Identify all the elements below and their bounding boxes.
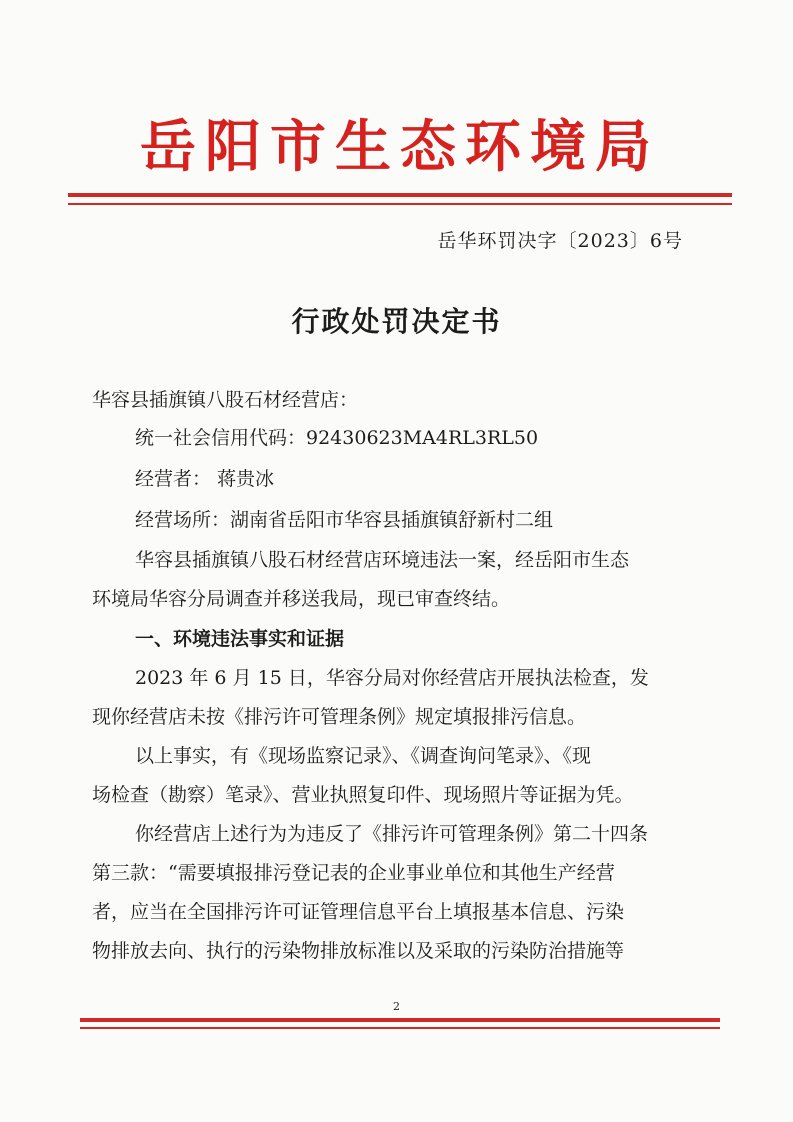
intro-line-1: 华容县插旗镇八股石材经营店环境违法一案，经岳阳市生态 xyxy=(135,549,630,571)
header-rule-thick xyxy=(68,193,732,197)
intro-line-2: 环境局华容分局调查并移送我局，现已审查终结。 xyxy=(92,588,511,610)
fact-line-2: 现你经营店未按《排污许可管理条例》规定填报排污信息。 xyxy=(92,706,587,728)
violation-line-3: 者，应当在全国排污许可证管理信息平台上填报基本信息、污染 xyxy=(92,901,625,923)
addressee: 华容县插旗镇八股石材经营店： xyxy=(92,389,359,411)
violation-line-1: 你经营店上述行为为违反了《排污许可管理条例》第二十四条 xyxy=(135,823,649,845)
evidence-line-1: 以上事实，有《现场监察记录》、《调查询问笔录》、《现 xyxy=(135,745,592,767)
evidence-line-2: 场检查（勘察）笔录》、营业执照复印件、现场照片等证据为凭。 xyxy=(92,784,634,806)
document-title: 行政处罚决定书 xyxy=(291,305,502,338)
location-line: 经营场所：湖南省岳阳市华容县插旗镇舒新村二组 xyxy=(135,509,554,531)
agency-masthead: 岳阳市生态环境局 xyxy=(140,115,660,180)
document-number: 岳华环罚决字〔2023〕6号 xyxy=(437,230,683,252)
operator-line: 经营者： 蒋贵冰 xyxy=(135,468,275,490)
footer-rule-thick xyxy=(80,1018,720,1022)
header-rule-thin xyxy=(68,203,732,205)
violation-line-2: 第三款：“需要填报排污登记表的企业事业单位和其他生产经营 xyxy=(92,862,615,884)
section-1-heading: 一、环境违法事实和证据 xyxy=(135,628,345,650)
fact-line-1: 2023 年 6 月 15 日，华容分局对你经营店开展执法检查，发 xyxy=(135,667,649,689)
footer-rule-thin xyxy=(80,1027,720,1029)
credit-code-line: 统一社会信用代码：92430623MA4RL3RL50 xyxy=(135,427,539,449)
page-number: 2 xyxy=(393,1000,400,1013)
violation-line-4: 物排放去向、执行的污染物排放标准以及采取的污染防治措施等 xyxy=(92,940,625,962)
